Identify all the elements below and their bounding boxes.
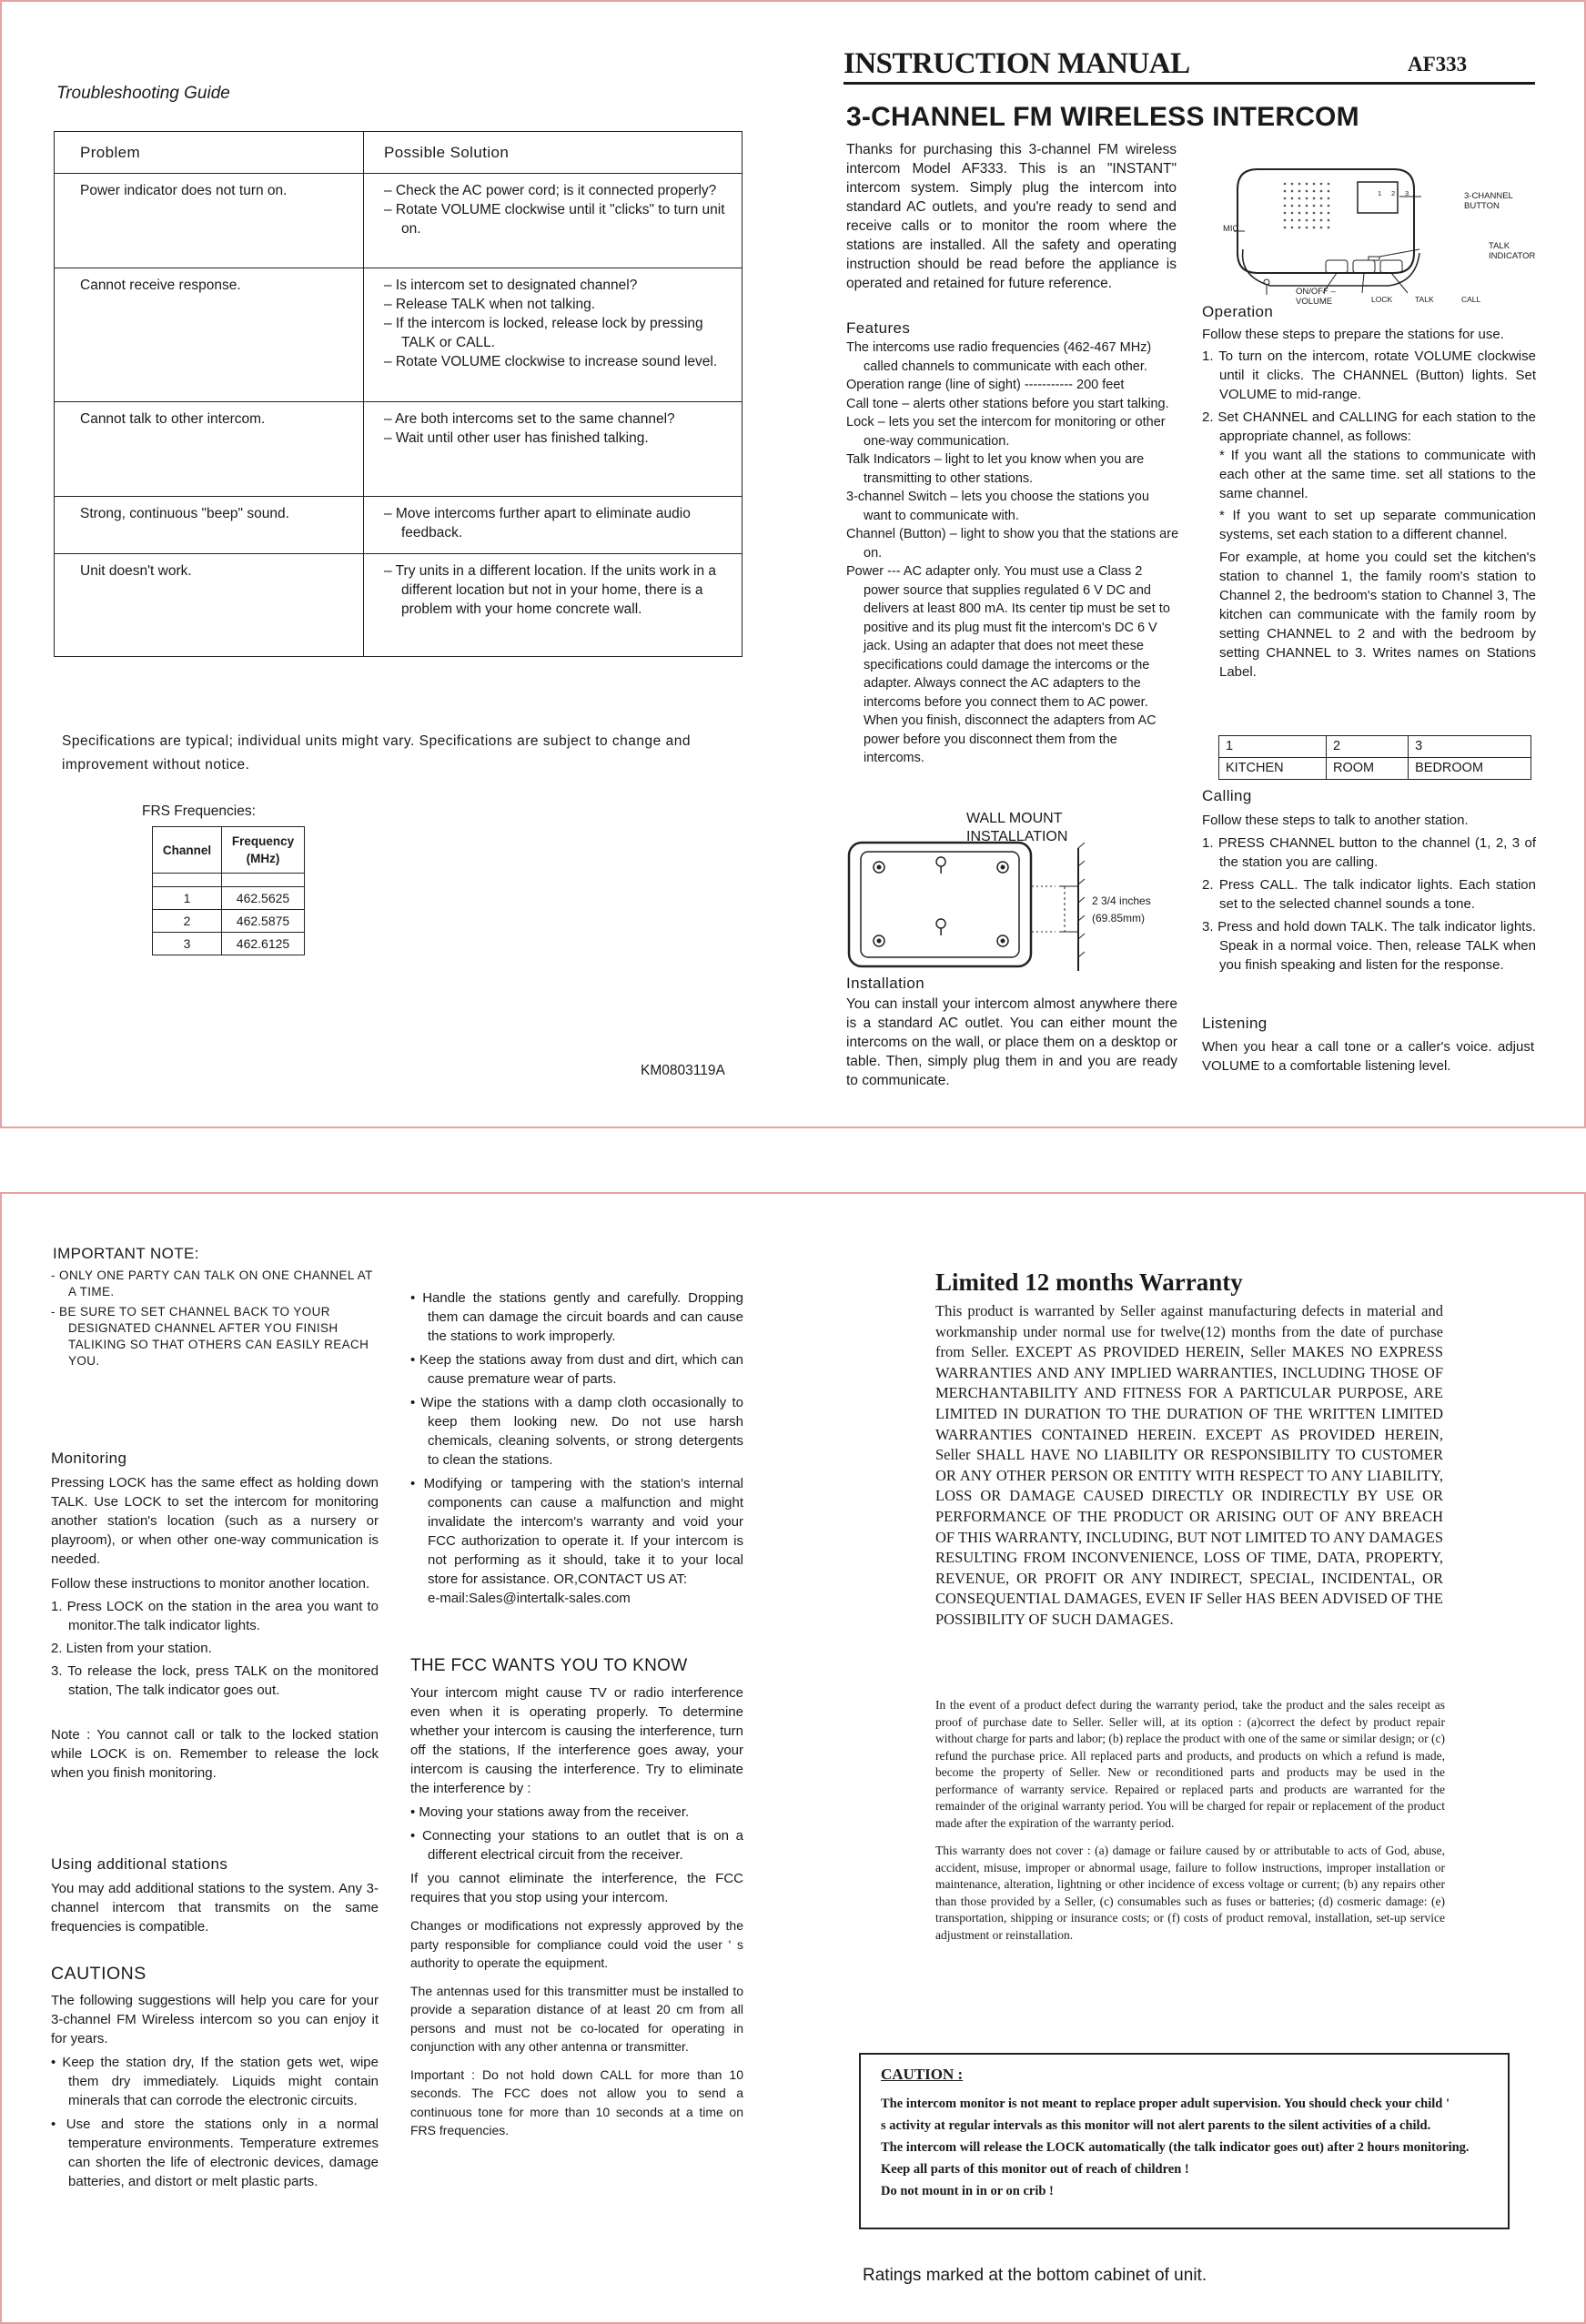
frs-channel: 2 bbox=[153, 910, 222, 933]
frs-col-frequency: Frequency (MHz) bbox=[222, 827, 305, 874]
additional-stations-text: You may add additional stations to the system. Any 3-channel intercom that transmits on the same frequencies is compatible. bbox=[51, 1881, 379, 1935]
frs-spacer bbox=[153, 874, 305, 887]
label-channel-button: 3-CHANNEL BUTTON bbox=[1464, 191, 1513, 211]
problem-cell: Unit doesn't work. bbox=[55, 554, 364, 656]
problem-cell: Cannot receive response. bbox=[55, 268, 364, 401]
column-header-problem: Problem bbox=[55, 132, 364, 173]
solution-cell bbox=[364, 402, 742, 496]
feature-item: Channel (Button) – light to show you that the stations are on. bbox=[846, 527, 1179, 561]
column-header-solution: Possible Solution bbox=[384, 144, 510, 161]
monitoring-paragraph: Follow these instructions to monitor another location. bbox=[51, 1576, 370, 1591]
monitoring-step: 3. To release the lock, press TALK on the monitored station, The talk indicator goes out. bbox=[51, 1663, 379, 1698]
solution-line: – If the intercom is locked, release lock by pressing TALK or CALL. bbox=[384, 316, 703, 350]
warranty-heading: Limited 12 months Warranty bbox=[935, 1268, 1243, 1296]
fcc-heading: THE FCC WANTS YOU TO KNOW bbox=[410, 1656, 688, 1675]
troubleshooting-title: Troubleshooting Guide bbox=[56, 84, 230, 103]
caution-box-line: Keep all parts of this monitor out of reach of children ! bbox=[881, 2162, 1189, 2177]
listening-heading: Listening bbox=[1202, 1015, 1268, 1032]
warranty-paragraph: This warranty does not cover : (a) damage or failure caused by or attributable to acts of God, abuse, accident, misuse, improper or abnormal usage, failure to follow instructions, improper installation or maintenance, alteration, lightning or other incidence of excess voltage or current; (b) any repairs other than those provided by a Seller, (c) consumables such as fuses or batteries; (d) cosmeric damage: (e) transportation, shipping or insurance costs; or (f) costs of product removal, installation, set-up service adjustment or reinstallation. bbox=[935, 1844, 1445, 1942]
operation-intro: Follow these steps to prepare the stations for use. bbox=[1202, 327, 1504, 342]
frs-table bbox=[152, 826, 305, 955]
operation-note: * If you want all the stations to communicate with each other at the same time. set all stations to the same channel. bbox=[1219, 448, 1536, 501]
caution-item: • Use and store the stations only in a normal temperature environments. Temperature extremes can shorten the life of electronic devices, damage batteries, and distort or melt plastic parts. bbox=[51, 2117, 379, 2189]
specifications-note: Specifications are typical; individual units might vary. Specifications are subject to change and improvement without notice. bbox=[62, 733, 691, 773]
wall-mount-title-line: WALL MOUNT bbox=[966, 811, 1063, 826]
important-heading: IMPORTANT NOTE: bbox=[53, 1245, 199, 1262]
header-rule bbox=[844, 82, 1535, 85]
channel-button-3: 3 bbox=[1405, 189, 1409, 197]
installation-heading: Installation bbox=[846, 975, 925, 992]
station-name: BEDROOM bbox=[1409, 758, 1531, 780]
station-number: 2 bbox=[1326, 736, 1408, 758]
station-number-row bbox=[1219, 736, 1531, 758]
listening-text: When you hear a call tone or a caller's voice. adjust VOLUME to a comfortable listening level. bbox=[1202, 1039, 1534, 1074]
caution-item: • Handle the stations gently and carefully. Dropping them can damage the circuit boards and can cause the stations to work improperly. bbox=[410, 1290, 743, 1344]
warranty-paragraph: In the event of a product defect during the warranty period, take the product and the sales receipt as proof of purchase date to Seller. Seller will, at its option : (a)correct the defect by product repair without charge for parts and labor; (b) replace the product with one of the same or similar design; or (c) refund the purchase price. All replaced parts and products, and products on which a refund is made, become the property of Seller. New or reconditioned parts and products may be used in the performance of warranty service. Repaired or replaced parts and products are warranted for the remainder of the original warranty period. You will be charged for repair or replacement of the product made after the expiration of the warranty period. bbox=[935, 1698, 1445, 1830]
solution-cell bbox=[364, 497, 742, 553]
problem-cell: Strong, continuous "beep" sound. bbox=[55, 497, 364, 553]
calling-section bbox=[1202, 811, 1536, 975]
operation-example: For example, at home you could set the kitchen's station to channel 1, the family room's station to Channel 2, the bedroom's station to Channel 3, The kitchen can communicate with the family room by setting CHANNEL to 2 and with the bedroom by setting CHANNEL to 3. Writes names on Stations Label. bbox=[1219, 550, 1536, 680]
installation-text: You can install your intercom almost anywhere there is a standard AC outlet. You can either mount the intercoms on the wall, or place them on a desktop or table. Then, simply plug them in and you are ready to communicate. bbox=[846, 996, 1177, 1088]
caution-box-line: Do not mount in in or on crib ! bbox=[881, 2184, 1054, 2198]
monitoring-note: Note : You cannot call or talk to the locked station while LOCK is on. Remember to release the lock when you finish monitoring. bbox=[51, 1727, 379, 1781]
table-row bbox=[55, 401, 742, 496]
channel-button-2: 2 bbox=[1391, 189, 1396, 197]
station-name: ROOM bbox=[1326, 758, 1408, 780]
product-title: 3-CHANNEL FM WIRELESS INTERCOM bbox=[846, 102, 1359, 132]
fcc-paragraph: Changes or modifications not expressly approved by the party responsible for compliance could void the user ' s authority to operate the equipment. bbox=[410, 1918, 743, 1970]
frs-row bbox=[153, 933, 305, 955]
dimension-mm: (69.85mm) bbox=[1092, 912, 1146, 925]
table-row bbox=[55, 553, 742, 656]
important-item: - BE SURE TO SET CHANNEL BACK TO YOUR DESIGNATED CHANNEL AFTER YOU FINISH TALIKING SO THAT OTHERS CAN EASILY REACH YOU. bbox=[51, 1305, 369, 1368]
calling-intro: Follow these steps to talk to another station. bbox=[1202, 813, 1469, 828]
operation-step: 2. Set CHANNEL and CALLING for each station to the appropriate channel, as follows: bbox=[1202, 409, 1536, 444]
features-heading: Features bbox=[846, 319, 911, 337]
label-call: CALL bbox=[1461, 295, 1481, 304]
calling-step: 3. Press and hold down TALK. The talk indicator lights. Speak in a normal voice. Then, release TALK when you finish speaking and listen for the response. bbox=[1202, 919, 1536, 973]
solution-line: – Are both intercoms set to the same channel? bbox=[384, 411, 675, 427]
caution-item: • Modifying or tampering with the station's internal components can cause a malfunction and might invalidate the intercom's warranty and void your FCC authorization to operate it. If your intercom is not performing as it should, take it to your local store for assistance. OR,CONTACT US AT: bbox=[410, 1476, 743, 1587]
page-1 bbox=[0, 0, 1586, 1128]
features-list bbox=[846, 338, 1180, 768]
fcc-paragraph: The antennas used for this transmitter must be installed to provide a separation distance of at least 20 cm from all persons and must not be co-located for operating in conjunction with any other antenna or transmitter. bbox=[410, 1983, 743, 2054]
station-label-table bbox=[1218, 735, 1531, 780]
solution-cell bbox=[364, 174, 742, 268]
feature-item: The intercoms use radio frequencies (462-467 MHz) called channels to communicate with each other. bbox=[846, 340, 1152, 374]
caution-box-line: s activity at regular intervals as this monitor will not alert parents to the silent activities of a child. bbox=[881, 2118, 1431, 2133]
station-number: 1 bbox=[1219, 736, 1327, 758]
frs-channel: 1 bbox=[153, 887, 222, 910]
feature-item: Operation range (line of sight) ----------- 200 feet bbox=[846, 378, 1125, 392]
feature-item: Call tone – alerts other stations before you start talking. bbox=[846, 396, 1169, 411]
solution-line: – Try units in a different location. If the units work in a different location but not in your home, there is a problem with your home concrete wall. bbox=[384, 563, 717, 617]
feature-item: Talk Indicators – light to let you know when you are transmitting to other stations. bbox=[846, 452, 1145, 486]
table-row bbox=[55, 173, 742, 268]
operation-section bbox=[1202, 325, 1536, 682]
fcc-paragraph: Your intercom might cause TV or radio interference even when it is operating properly. To determine whether your intercom is causing the interference, turn off the stations, If the interference goes away, your intercom is causing the interference. Try to eliminate the interference by : bbox=[410, 1685, 743, 1796]
feature-item: Lock – lets you set the intercom for monitoring or other one-way communication. bbox=[846, 415, 1166, 449]
solution-line: – Move intercoms further apart to eliminate audio feedback. bbox=[384, 506, 691, 541]
solution-line: – Is intercom set to designated channel? bbox=[384, 278, 638, 293]
fcc-paragraph: Important : Do not hold down CALL for more than 10 seconds. The FCC does not allow you to send a continuous tone for more than 10 seconds at a time on FRS frequencies. bbox=[410, 2066, 743, 2137]
station-number: 3 bbox=[1409, 736, 1531, 758]
caution-box-line: The intercom monitor is not meant to replace proper adult supervision. You should check your child ' bbox=[881, 2097, 1450, 2111]
wall-mount-dimension bbox=[1092, 893, 1151, 927]
calling-heading: Calling bbox=[1202, 787, 1252, 804]
table-row bbox=[55, 496, 742, 553]
frs-frequency: 462.5875 bbox=[222, 910, 305, 933]
dimension-inches: 2 3/4 inches bbox=[1092, 894, 1151, 907]
wall-mount-title-line: INSTALLATION bbox=[966, 829, 1068, 844]
caution-box bbox=[859, 2053, 1510, 2229]
fcc-item: • Connecting your stations to an outlet that is on a different electrical circuit from the receiver. bbox=[410, 1828, 743, 1863]
contact-email[interactable]: e-mail:Sales@intertalk-sales.com bbox=[428, 1591, 631, 1606]
frs-row bbox=[153, 887, 305, 910]
frs-title: FRS Frequencies: bbox=[142, 803, 256, 819]
frs-header-row bbox=[153, 827, 305, 874]
solution-line: – Wait until other user has finished talking. bbox=[384, 430, 649, 446]
cautions-section bbox=[51, 1991, 379, 2191]
monitoring-paragraph: Pressing LOCK has the same effect as holding down TALK. Use LOCK to set the intercom for monitoring another station's location (such as a nursery or playroom), or when other one-way communication is needed. bbox=[51, 1475, 379, 1567]
caution-box-heading: CAUTION : bbox=[881, 2066, 964, 2083]
station-name-row bbox=[1219, 758, 1531, 780]
feature-item: 3-channel Switch – lets you choose the stations you want to communicate with. bbox=[846, 490, 1149, 523]
calling-step: 2. Press CALL. The talk indicator lights. Each station set to the selected channel sounds a tone. bbox=[1202, 877, 1536, 912]
solution-line: – Check the AC power cord; is it connected properly? bbox=[384, 183, 717, 198]
page-2 bbox=[0, 1192, 1586, 2324]
fcc-paragraph: If you cannot eliminate the interference, the FCC requires that you stop using your intercom. bbox=[410, 1871, 743, 1905]
operation-step: 1. To turn on the intercom, rotate VOLUME clockwise until it clicks. The CHANNEL (Button) lights. Set VOLUME to mid-range. bbox=[1202, 349, 1536, 402]
solution-cell bbox=[364, 554, 742, 656]
problem-cell: Cannot talk to other intercom. bbox=[55, 402, 364, 496]
document-code: KM0803119A bbox=[641, 1063, 725, 1078]
label-talk: TALK bbox=[1415, 295, 1434, 304]
problem-cell: Power indicator does not turn on. bbox=[55, 174, 364, 268]
solution-cell bbox=[364, 268, 742, 401]
operation-note: * If you want to set up separate communication systems, set each station to a different channel. bbox=[1219, 508, 1536, 542]
ratings-note: Ratings marked at the bottom cabinet of unit. bbox=[863, 2266, 1207, 2285]
frs-channel: 3 bbox=[153, 933, 222, 955]
solution-line: – Rotate VOLUME clockwise until it "clicks" to turn unit on. bbox=[384, 202, 725, 237]
label-mic: MIC bbox=[1223, 224, 1239, 234]
cautions-intro: The following suggestions will help you care for your 3-channel FM Wireless intercom so you can enjoy it for years. bbox=[51, 1993, 379, 2046]
intro-text: Thanks for purchasing this 3-channel FM wireless intercom Model AF333. This is an "INSTANT" intercom system. Simply plug the intercom into standard AC outlets, and you're ready to send and receive calls or to monitor the room where the stations are installed. All the safety and operating instruction should be read before the appliance is operated and retained for future reference. bbox=[846, 142, 1177, 291]
fcc-section bbox=[410, 1683, 743, 2140]
important-list bbox=[51, 1268, 380, 1369]
frs-frequency: 462.6125 bbox=[222, 933, 305, 955]
cautions-continued bbox=[410, 1288, 743, 1608]
manual-title: INSTRUCTION MANUAL bbox=[844, 47, 1190, 80]
monitoring-section bbox=[51, 1473, 379, 1783]
warranty-main: This product is warranted by Seller against manufacturing defects in material and workmanship under normal use for twelve(12) months from the date of purchase from Seller. EXCEPT AS PROVIDED HEREIN, Seller MAKES NO EXPRESS WARRANTIES AND ANY IMPLIED WARRANTIES, INCLUDING THOSE OF MERCHANTABILITY AND FITNESS FOR A PARTICULAR PURPOSE, ARE LIMITED IN DURATION TO THE DURATION OF THE WRITTEN LIMITED WARRANTIES CONTAINED HEREIN. EXCEPT AS PROVIDED HEREIN, Seller SHALL HAVE NO LIABILITY OR RESPONSIBILITY TO CUSTOMER OR ANY OTHER PERSON OR ENTITY WITH RESPECT TO ANY LIABILITY, LOSS OR DAMAGE CAUSED DIRECTLY OR INDIRECTLY BY USE OR PERFORMANCE OF THE PRODUCT OR ARISING OUT OF ANY BREACH OF THIS WARRANTY, INCLUDING, BUT NOT LIMITED TO ANY DAMAGES RESULTING FROM INCONVENIENCE, LOSS OF TIME, DATA, PROPERTY, REVENUE, OR PROFIT OR ANY INDIRECT, SPECIAL, INCIDENTAL, OR CONSEQUENTIAL DAMAGES, EVEN IF Seller HAS BEEN ADVISED OF THE POSSIBILITY OF SUCH DAMAGES. bbox=[935, 1302, 1443, 1628]
solution-line: – Release TALK when not talking. bbox=[384, 297, 596, 312]
frs-col-channel: Channel bbox=[153, 827, 222, 874]
channel-button-1: 1 bbox=[1378, 189, 1382, 197]
monitoring-step: 1. Press LOCK on the station in the area you want to monitor.The talk indicator lights. bbox=[51, 1599, 379, 1633]
table-header-row bbox=[55, 132, 742, 173]
frs-row bbox=[153, 910, 305, 933]
fcc-item: • Moving your stations away from the receiver. bbox=[410, 1804, 690, 1820]
important-item: - ONLY ONE PARTY CAN TALK ON ONE CHANNEL AT A TIME. bbox=[51, 1268, 373, 1298]
table-row bbox=[55, 268, 742, 401]
feature-item: Power --- AC adapter only. You must use a Class 2 power source that supplies regulated 6 V DC and delivers at least 800 mA. Its center tip must be set to positive and its plug must fit the intercom's DC 6 V jack. Using an adapter that does not meet these specifications could damage the intercoms or the adapter. Always connect the AC adapters to the intercoms before you connect them to AC power. When you finish, disconnect the adapters from AC power before you disconnect them from the intercoms. bbox=[846, 564, 1170, 765]
label-lock: LOCK bbox=[1371, 295, 1393, 304]
wall-mount-diagram bbox=[846, 839, 1119, 975]
operation-heading: Operation bbox=[1202, 303, 1274, 320]
monitoring-step: 2. Listen from your station. bbox=[51, 1641, 212, 1656]
warranty-details bbox=[935, 1697, 1445, 1944]
caution-item: • Wipe the stations with a damp cloth occasionally to keep them looking new. Do not use harsh chemicals, cleaning solvents, or strong detergents to clean the stations. bbox=[410, 1395, 743, 1468]
station-name: KITCHEN bbox=[1219, 758, 1327, 780]
caution-box-line: The intercom will release the LOCK automatically (the talk indicator goes out) after 2 hours monitoring. bbox=[881, 2140, 1470, 2155]
label-onoff-volume: ON/OFF – VOLUME bbox=[1296, 287, 1336, 307]
calling-step: 1. PRESS CHANNEL button to the channel (1, 2, 3 of the station you are calling. bbox=[1202, 835, 1536, 870]
label-talk-indicator: TALK INDICATOR bbox=[1489, 241, 1536, 261]
cautions-heading: CAUTIONS bbox=[51, 1964, 146, 1984]
monitoring-heading: Monitoring bbox=[51, 1450, 127, 1467]
frs-frequency: 462.5625 bbox=[222, 887, 305, 910]
caution-item: • Keep the station dry, If the station gets wet, wipe them dry immediately. Liquids might contain minerals that can corrode the electronic circuits. bbox=[51, 2055, 379, 2108]
model-number: AF333 bbox=[1408, 53, 1468, 76]
solution-line: – Rotate VOLUME clockwise to increase sound level. bbox=[384, 354, 718, 369]
additional-stations-heading: Using additional stations bbox=[51, 1855, 228, 1873]
caution-item: • Keep the stations away from dust and dirt, which can cause premature wear of parts. bbox=[410, 1352, 743, 1387]
troubleshooting-table bbox=[54, 131, 742, 657]
